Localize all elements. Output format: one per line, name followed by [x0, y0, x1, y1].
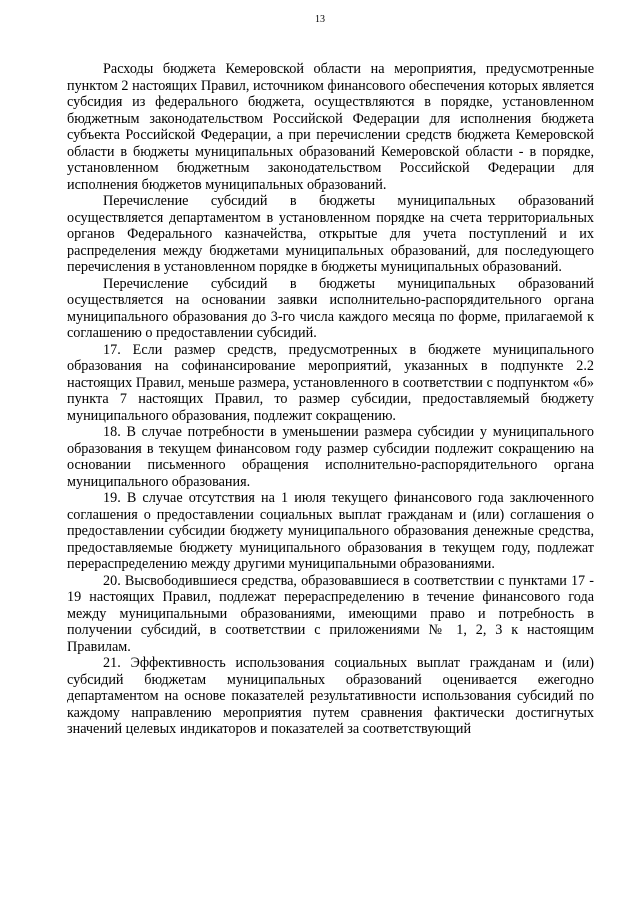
- paragraph-clause-18: 18. В случае потребности в уменьшении размера субсидии у муниципального образования в текущем финансовом году размер субсидии подлежит сокращению на основании письменного обращения исполнительно-распорядительного органа муниципального образования.: [67, 424, 594, 490]
- page-number: 13: [315, 14, 325, 25]
- paragraph-budget-expenses: Расходы бюджета Кемеровской области на мероприятия, предусмотренные пунктом 2 настоящих Правил, источником финансового обеспечения которых является субсидия из федерального бюджета, осуществляются в порядке, установленном бюджетным законодательством Российской Федерации для исполнения бюджета субъекта Российской Федерации, а при перечислении средств бюджета Кемеровской области в бюджеты муниципальных образований Кемеровской области - в порядке, установленном бюджетным законодательством Российской Федерации для исполнения бюджетов муниципальных образований.: [67, 61, 594, 193]
- document-body: [67, 61, 594, 738]
- paragraph-subsidy-application: Перечисление субсидий в бюджеты муниципальных образований осуществляется на основании заявки исполнительно-распорядительного органа муниципального образования до 3-го числа каждого месяца по форме, прилагаемой к соглашению о предоставлении субсидий.: [67, 275, 594, 341]
- paragraph-clause-21: 21. Эффективность использования социальных выплат гражданам и (или) субсидий бюджетам муниципальных образований оценивается ежегодно департаментом на основе показателей результативности использования субсидий по каждому направлению мероприятия путем сравнения фактически достигнутых значений целевых индикаторов и показателей за соответствующий: [67, 655, 594, 737]
- paragraph-clause-20: 20. Высвободившиеся средства, образовавшиеся в соответствии с пунктами 17 - 19 настоящих Правил, подлежат перераспределению в течение финансового года между муниципальными образованиями, имеющими право и потребность в получении субсидий, в соответствии с приложениями № 1, 2, 3 к настоящим Правилам.: [67, 572, 594, 655]
- paragraph-clause-19: 19. В случае отсутствия на 1 июля текущего финансового года заключенного соглашения о предоставлении социальных выплат гражданам и (или) соглашения о предоставлении субсидии бюджету муниципального образования денежные средства, предоставляемые бюджету муниципального образования в текущем году, подлежат перераспределению между другими муниципальными образованиями.: [67, 490, 594, 572]
- paragraph-clause-17: 17. Если размер средств, предусмотренных в бюджете муниципального образования на софинансирование мероприятий, указанных в подпункте 2.2 настоящих Правил, меньше размера, установленного в соответствии с подпунктом «б» пункта 7 настоящих Правил, то размер субсидии, предоставляемый бюджету муниципального образования, подлежит сокращению.: [67, 341, 594, 424]
- paragraph-subsidy-transfer: Перечисление субсидий в бюджеты муниципальных образований осуществляется департаментом в установленном порядке на счета территориальных органов Федерального казначейства, открытые для учета поступлений и их распределения между бюджетами муниципальных образований, для последующего перечисления в установленном порядке в бюджеты муниципальных образований.: [67, 193, 594, 275]
